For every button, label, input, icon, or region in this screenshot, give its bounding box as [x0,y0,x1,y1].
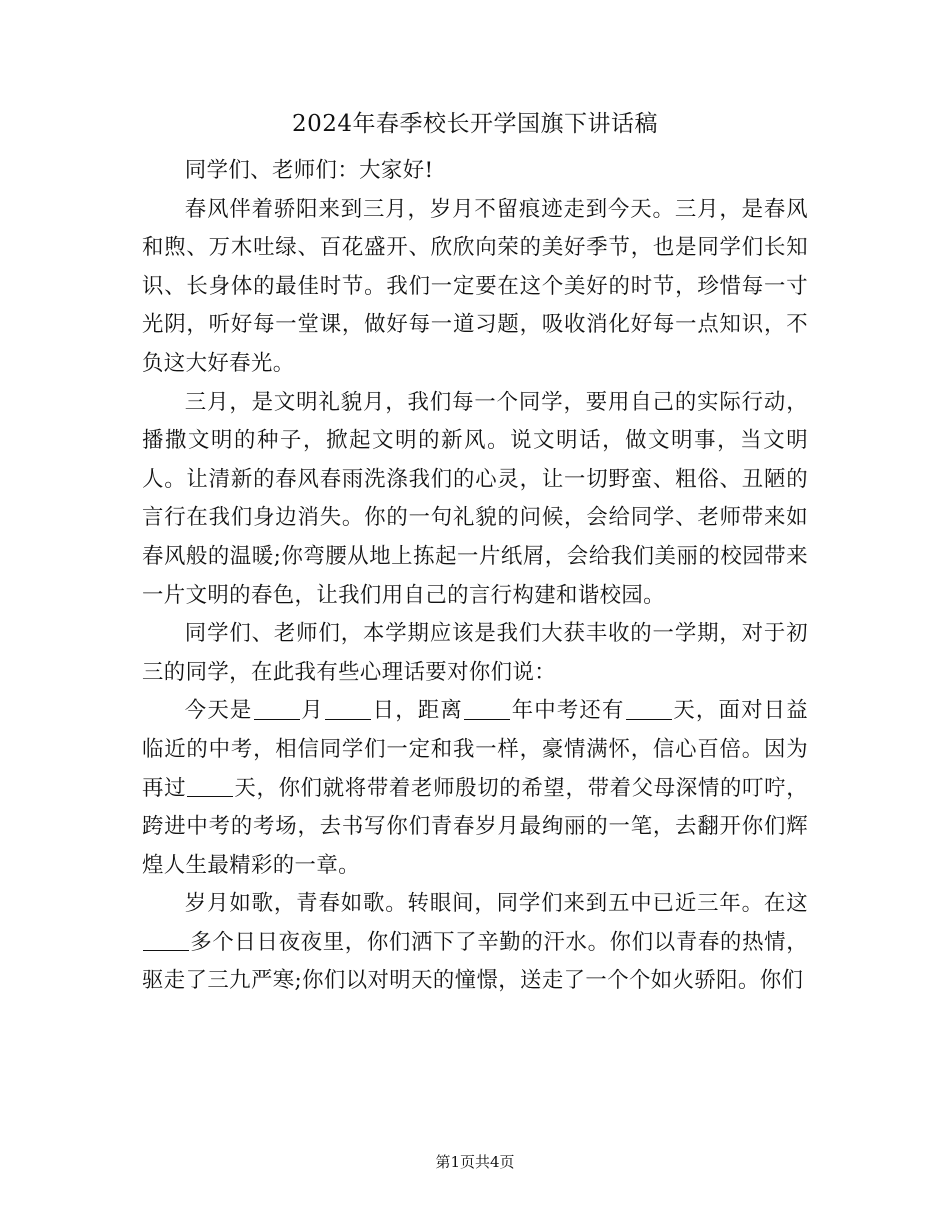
paragraph-semester: 同学们、老师们，本学期应该是我们大获丰收的一学期，对于初三的同学，在此我有些心理话要对你们说： [142,621,808,685]
countdown-text: 年中考还有 [510,698,625,724]
paragraph-spring: 春风伴着骄阳来到三月，岁月不留痕迹走到今天。三月，是春风和煦、万木吐绿、百花盛开、欣欣向荣的美好季节，也是同学们长知识、长身体的最佳时节。我们一定要在这个美好的时节，珍惜每一寸光阴，听好每一堂课，做好每一道习题，吸收消化好每一点知识，不负这大好春光。 [142,196,808,376]
page-footer: 第1页共4页 [435,1153,515,1171]
countdown-text: 天，你们就将带着老师殷切的希望，带着父母深情的叮咛，跨进中考的考场，去书写你们青春岁月最绚丽的一笔，去翻开你们辉煌人生最精彩的一章。 [142,775,808,878]
blank-days-later [187,774,233,797]
blank-year [464,696,510,719]
paragraph-youth [142,885,808,1001]
paragraph-greeting: 同学们、老师们：大家好! [184,158,434,183]
youth-text: 多个日日夜夜里，你们洒下了辛勤的汗水。你们以青春的热情，驱走了三九严寒;你们以对明天的憧憬，送走了一个个如火骄阳。你们 [142,929,808,994]
countdown-text: 月 [300,698,324,724]
paragraph-countdown [142,692,808,885]
document-body [142,152,808,1001]
paragraph-civility: 三月，是文明礼貌月，我们每一个同学，要用自己的实际行动，播撒文明的种子，掀起文明的新风。说文明话，做文明事，当文明人。让清新的春风春雨洗涤我们的心灵，让一切野蛮、粗俗、丑陋的言行在我们身边消失。你的一句礼貌的问候，会给同学、老师带来如春风般的温暖;你弯腰从地上拣起一片纸屑，会给我们美丽的校园带来一片文明的春色，让我们用自己的言行构建和谐校园。 [142,389,808,608]
blank-month [254,696,300,719]
document-title: 2024年春季校长开学国旗下讲话稿 [291,111,659,137]
blank-days-left [626,696,672,719]
countdown-text: 今天是 [184,698,253,724]
blank-day-count [143,928,189,951]
countdown-text: 日，距离 [371,698,463,724]
youth-text: 岁月如歌，青春如歌。转眼间，同学们来到五中已近三年。在这 [184,891,808,917]
countdown-text: 天，面对日益临近的中考，相信同学们一定和我一样，豪情满怀，信心百倍。因为再过 [142,698,808,801]
blank-day [325,696,371,719]
